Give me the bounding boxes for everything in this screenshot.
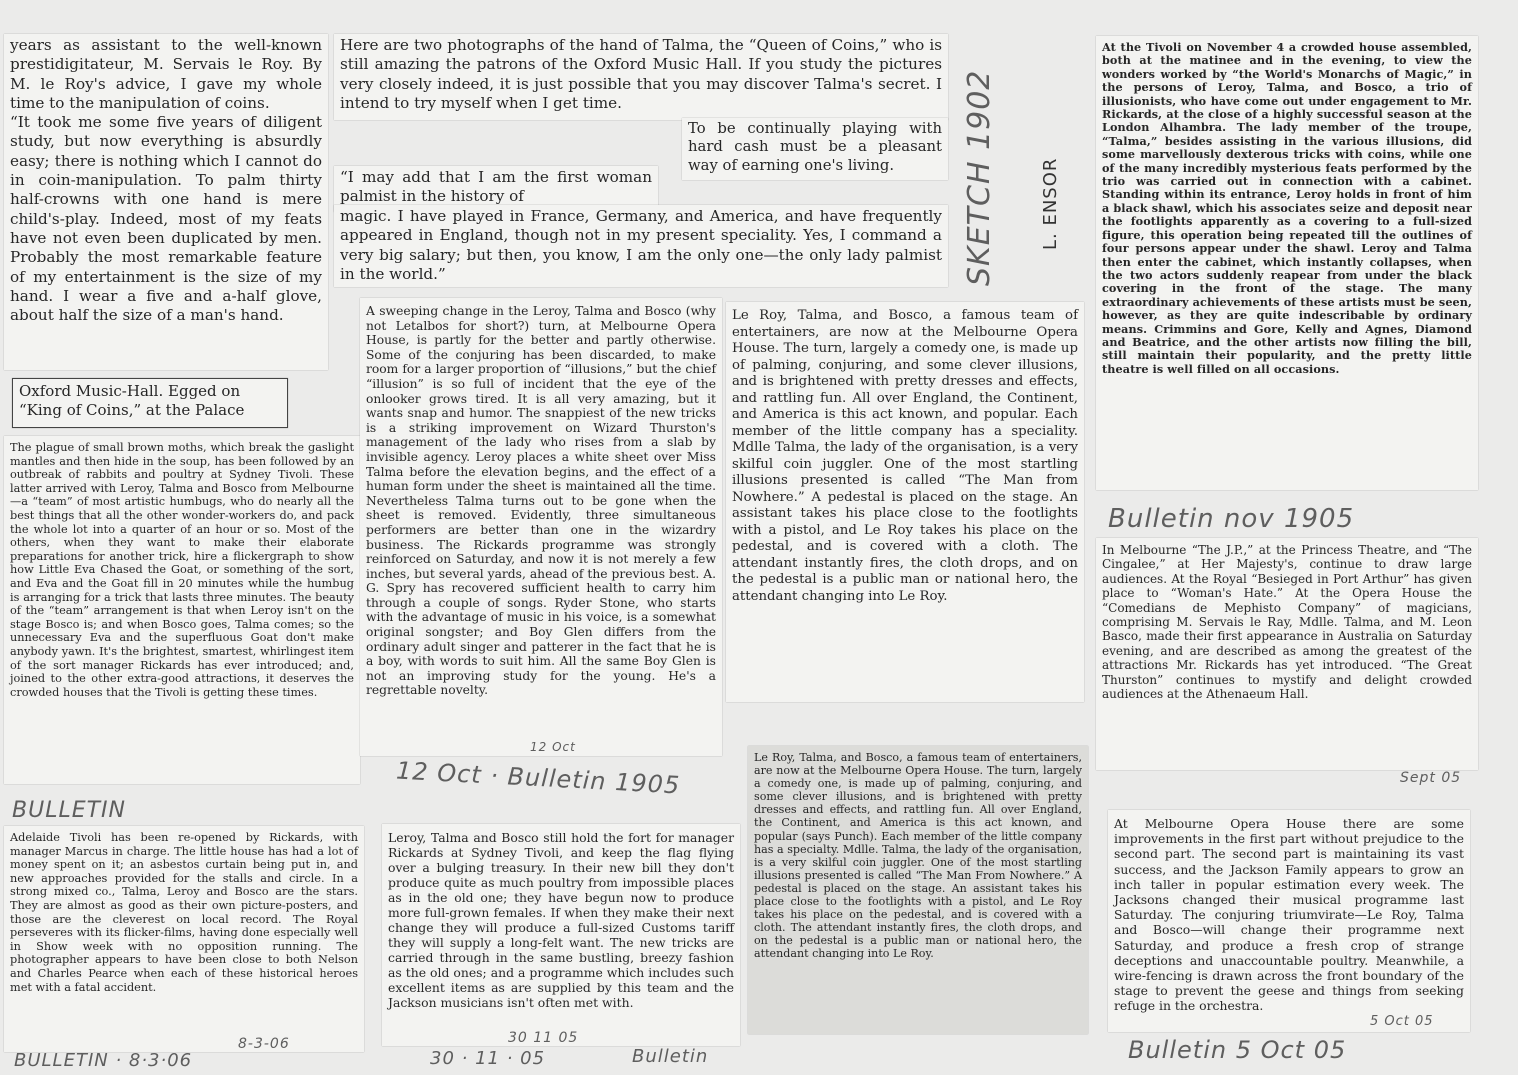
caption-text: Oxford Music-Hall. Egged on “King of Coins,” at the Palace <box>19 382 245 419</box>
clipping-hard-cash <box>682 118 948 180</box>
clipping-tivoli-november <box>1096 36 1478 490</box>
clipping-text: At Melbourne Opera House there are some improvements in the first part without prejudice to the second part. The second part is maintaining its vast success, and the Jackson Family appears to grow an inch taller in popular estimation every week. The Jacksons changed their musical programme last Saturday. The conjuring triumvirate—Le Roy, Talma and Bosco—will change their programme next Saturday, and produce a fresh crop of strange deceptions and unaccountable poultry. Meanwhile, a wire-fencing is drawn across the front boundary of the stage to prevent the geese and things from seeking refuge in the orchestra. <box>1114 816 1464 1014</box>
clipping-text: In Melbourne “The J.P.,” at the Princess Theatre, and “The Cingalee,” at Her Majesty's, continue to draw large audiences. At the Royal “Besieged in Port Arthur” has given place to “Woman's Hate.” At the Opera House the “Comedians de Mephisto Company” of magicians, comprising M. Servais le Ray, Mdlle. Talma, and M. Leon Basco, made their first appearance in Australia on Saturday evening, and are described as among the greatest of the attractions Mr. Rickards has yet introduced. “The Great Thurston” continues to mystify and delight crowded audiences at the Athenaeum Hall. <box>1102 543 1472 702</box>
clipping-moths <box>4 436 360 784</box>
clipping-princess-theatre <box>1096 538 1478 770</box>
clipping-text: The plague of small brown moths, which break the gaslight mantles and then hide in the soup, has been followed by an outbreak of rabbits and poultry at Sydney Tivoli. These latter arrived with Leroy, Talma and Bosco from Melbourne—a “team” of most artistic humbugs, who do nearly all the best things that all the other wonder-workers do, and pack the whole lot into a quarter of an hour or so. Most of the others, when they want to make their elaborate preparations for another trick, hire a flickergraph to show how Little Eva Chased the Goat, or something of the sort, and Eva and the Goat fill in 20 minutes while the humbug is arranging for a trick that lasts three minutes. The beauty of the “team” arrangement is that when Leroy isn't on the stage Bosco is; and when Bosco goes, Talma comes; so the unnecessary Eva and the superfluous Goat don't make anybody yawn. It's the brightest, smartest, whirlingest item of the sort manager Rickards has ever introduced; and, joined to the other extra-good attractions, it deserves the crowded houses that the Tivoli is getting these times. <box>10 441 354 699</box>
clipping-text: At the Tivoli on November 4 a crowded house assembled, both at the matinee and in the evening, to view the wonders worked by “the World's Monarchs of Magic,” in the persons of Leroy, Talma, and Bosco, a trio of illusionists, who have come out under engagement to Mr. Rickards, at the close of a highly successful season at the London Alhambra. The lady member of the troupe, “Talma,” besides assisting in the various illusions, did some marvellously dexterous tricks with coins, while one of the many incredibly mysterious feats performed by the trio was carried out in connection with a cabinet. Standing within its entrance, Leroy holds in front of him a black shawl, which his associates seize and deposit near the footlights apparently as a covering to a full-sized figure, this operation being repeated till the outlines of four persons appear under the shawl. Leroy and Talma then enter the cabinet, which instantly collapses, when the two actors suddenly reapear from under the black covering in the front of the stage. The many extraordinary achievements of these artists must be seen, however, as they are quite indescribable by ordinary means. Crimmins and Gore, Kelly and Agnes, Diamond and Beatrice, and the other artists now filling the bill, still maintain their popularity, and the pretty little theatre is well filled on all occasions. <box>1102 40 1472 376</box>
annotation-bulletin-caps: BULLETIN <box>12 798 126 823</box>
caption-oxford-music-hall <box>12 378 288 428</box>
clipping-adelaide <box>4 826 364 1052</box>
annotation-sketch-1902: SKETCH 1902 <box>962 69 997 286</box>
clipping-sydney-fort <box>382 824 740 1046</box>
annotation-date-5oct: 5 Oct 05 <box>1370 1014 1434 1029</box>
clipping-text: A sweeping change in the Leroy, Talma and Bosco (why not Letalbos for short?) turn, at Melbourne Opera House, is partly for the better and partly otherwise. Some of the conjuring has been discarded, to make room for a larger proportion of “illusions,” but the chief “illusion” is so full of incident that the eye of the onlooker grows tired. It is all very amazing, but it wants snap and humor. The snappiest of the new tricks is a striking improvement on Wizard Thurston's management of the lady who rises from a slab by invisible agency. Leroy places a white sheet over Miss Talma before the elevation begins, and the effect of a human form under the sheet is maintained all the time. Nevertheless Talma turns out to be gone when the sheet is removed. Evidently, three simultaneous performers are better than one in the wizardry business. The Rickards programme was strongly reinforced on Saturday, and now it is not merely a few inches, but several yards, ahead of the previous best. A. G. Spry has recovered sufficient health to carry him through a couple of songs. Ryder Stone, who starts with the advantage of music in his voice, is a somewhat original songster; and Boy Glen differs from the ordinary adult singer and patterer in the fact that he is a boy, with words to suit him. All the same Boy Glen is not an improving study for the young. He's a regrettable novelty. <box>366 304 716 698</box>
clipping-sweeping-change <box>360 298 722 756</box>
clipping-text: years as assistant to the well-known prestidigitateur, M. Servais le Roy. By M. le Roy's advice, I gave my whole time to the manipulation of coins. “It took me some five years of diligent study, but now everything is absurdly easy; there is nothing which I cannot do in coin-manipulation. To palm thirty half-crowns with one hand is mere child's-play. Indeed, most of my feats have not even been duplicated by men. Probably the most remarkable feature of my entertainment is the size of my hand. I wear a five and a-half glove, about half the size of a man's hand. <box>10 36 322 325</box>
annotation-bulletin-12oct-1905: 12 Oct · Bulletin 1905 <box>395 756 681 800</box>
clipping-text: “I may add that I am the first woman palmist in the history of <box>340 168 652 206</box>
annotation-bulletin-bottom: BULLETIN · 8·3·06 <box>14 1050 193 1071</box>
clipping-palmist-bottom <box>334 205 948 287</box>
annotation-date-30-11-05: 30 · 11 · 05 <box>430 1048 546 1069</box>
annotation-date-12oct: 12 Oct <box>530 740 576 754</box>
annotation-bulletin-oct: Bulletin 5 Oct 05 <box>1128 1036 1347 1064</box>
annotation-ensor: L. ENSOR <box>1040 157 1061 250</box>
clipping-opera-first-part <box>1108 810 1470 1032</box>
clipping-punch <box>748 746 1088 1034</box>
clipping-text: magic. I have played in France, Germany, and America, and have frequently appeared in England, though not in my present speciality. Yes, I command a very big salary; but then, you know, I am the only one—the only lady palmist in the world.” <box>340 207 942 283</box>
annotation-date-sept: Sept 05 <box>1400 770 1462 786</box>
clipping-photographs <box>334 34 948 120</box>
annotation-bulletin-nov-1905: Bulletin nov 1905 <box>1108 504 1355 534</box>
annotation-bulletin-mid: Bulletin <box>632 1046 709 1067</box>
annotation-date-30-11-05-b: 30 11 05 <box>508 1030 579 1046</box>
annotation-date-8-3-06: 8-3-06 <box>238 1036 290 1052</box>
clipping-text: Le Roy, Talma, and Bosco, a famous team of entertainers, are now at the Melbourne Opera House. The turn, largely a comedy one, is made up of palming, conjuring, and some clever illusions, and is brightened with pretty dresses and effects, and rattling fun. All over England, the Continent, and America is this act known, and popular. Each member of the little company has a speciality. Mdlle Talma, the lady of the organisation, is a very skilful coin juggler. One of the most startling illusions presented is called “The Man from Nowhere.” A pedestal is placed on the stage. An assistant takes his place close to the footlights with a pistol, and Le Roy takes his place on the pedestal, and is covered with a cloth. The attendant instantly fires, the cloth drops, and on the pedestal is a public man or national hero, the attendant changing into Le Roy. <box>732 308 1078 604</box>
clipping-text: To be continually playing with hard cash must be a pleasant way of earning one's living. <box>688 120 942 174</box>
clipping-leroy-famous-team <box>726 302 1084 702</box>
clipping-talma-hand <box>4 34 328 370</box>
clipping-text: Here are two photographs of the hand of Talma, the “Queen of Coins,” who is still amazing the patrons of the Oxford Music Hall. If you study the pictures very closely indeed, it is just possible that you may discover Talma's secret. I intend to try myself when I get time. <box>340 36 942 112</box>
clipping-text: Adelaide Tivoli has been re-opened by Rickards, with manager Marcus in charge. The little house has had a lot of money spent on it; an asbestos curtain being put in, and new approaches provided for the stalls and circle. In a strong mixed co., Talma, Leroy and Bosco are the stars. They are almost as good as their own picture-posters, and those are the cleverest on local record. The Royal perseveres with its flicker-films, having done especially well in Show week with no opposition running. The photographer appears to have been close to both Nelson and Charles Pearce when each of these historical heroes met with a fatal accident. <box>10 831 358 994</box>
clipping-text: Le Roy, Talma, and Bosco, a famous team of entertainers, are now at the Melbourne Opera House. The turn, largely a comedy one, is made up of palming, conjuring, and some clever illusions, and is brightened with pretty dresses and effects, and rattling fun. All over England, the Continent, and America is this act known, and popular (says Punch). Each member of the little company has a specialty. Mdlle. Talma, the lady of the organisation, is a very skilful coin juggler. One of the most startling illusions presented is called “The Man From Nowhere.” A pedestal is placed on the stage. An assistant takes his place close to the footlights with a pistol, and Le Roy takes his place on the pedestal, and is covered with a cloth. The attendant instantly fires, the cloth drops, and on the pedestal is a public man or national hero, the attendant changing into Le Roy. <box>754 751 1082 961</box>
clipping-text: Leroy, Talma and Bosco still hold the fort for manager Rickards at Sydney Tivoli, and keep the flag flying over a bulging treasury. In their new bill they don't produce quite as much poultry from impossible places as in the old one; they have begun now to produce more full-grown females. If when they make their next change they will produce a full-sized Customs tariff they will supply a long-felt want. The new tricks are carried through in the same bustling, breezy fashion as the old ones; and a programme which includes such excellent items as are supplied by this team and the Jackson musicians isn't often met with. <box>388 830 734 1010</box>
